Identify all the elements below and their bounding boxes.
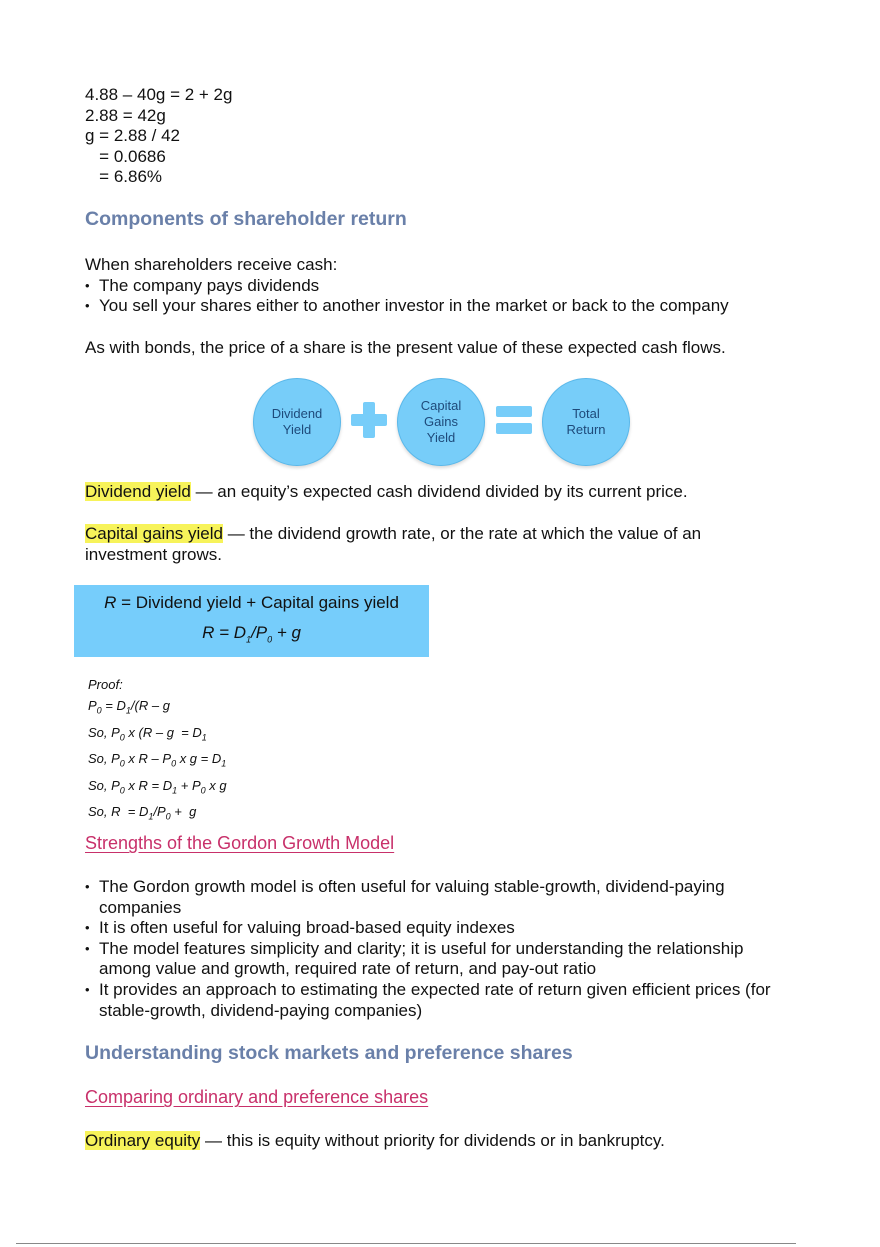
formula-box — [74, 585, 429, 657]
equation-line: 4.88 – 40g = 2 + 2g — [85, 85, 233, 104]
proof-title: Proof: — [88, 677, 123, 692]
list-item: • It provides an approach to estimating the expected rate of return given efficient prices (for stable-growth, dividend-paying companies) — [85, 980, 790, 1021]
definition-text: — the dividend growth rate, or the rate at which the value of an investment grows. — [85, 524, 702, 564]
proof-line: So, $P_0$ x R – $P_0$ x $g = D_1$ — [88, 751, 227, 769]
proof-line: So, $P_0$ x $R = D_1 + P_0$ x g — [88, 777, 227, 796]
list-item: • You sell your shares either to another investor in the market or back to the company — [85, 296, 805, 317]
definition-text: — this is equity without priority for dividends or in bankruptcy. — [200, 1131, 665, 1150]
equals-icon — [496, 406, 532, 417]
formula-line-1 — [74, 593, 429, 613]
equation-line: = 6.86% — [85, 167, 163, 187]
formula-text: = Dividend yield + Capital gains yield — [116, 593, 399, 612]
list-item: • The model features simplicity and clarity; it is useful for understanding the relationship among value and growth, required rate of return, and pay-out ratio — [85, 939, 790, 980]
formula-line-2 — [74, 623, 429, 644]
definition-dividend-yield — [85, 482, 688, 503]
definition-text: — an equity’s expected cash dividend divided by its current price. — [190, 482, 688, 501]
proof-line: $P_0 = D_1/(R - g$ — [88, 698, 170, 716]
plus-icon — [363, 402, 375, 438]
formula-var: R — [104, 593, 117, 612]
equals-icon — [496, 423, 532, 434]
proof-line: So, $P_0$ x ($R - g = D_1$ — [88, 724, 207, 743]
cash-section — [85, 255, 805, 317]
circle-label: Total Return — [566, 406, 606, 437]
cash-bullet-list — [85, 276, 805, 317]
capital-gains-yield-circle — [397, 378, 485, 466]
heading-comparing: Comparing ordinary and preference shares — [85, 1087, 429, 1107]
list-item: • It is often useful for valuing broad-based equity indexes — [85, 918, 790, 939]
heading-components: Components of shareholder return — [85, 208, 407, 230]
equation-line: = 0.0686 — [85, 146, 166, 166]
term-highlight: Ordinary equity — [85, 1131, 201, 1150]
heading-markets: Understanding stock markets and preference shares — [85, 1042, 573, 1064]
list-item: • The company pays dividends — [85, 276, 805, 297]
heading-strengths: Strengths of the Gordon Growth Model — [85, 833, 395, 853]
strengths-list — [85, 877, 790, 1021]
term-highlight: Capital gains yield — [85, 524, 223, 543]
equation-block — [85, 85, 232, 188]
proof-line: So, $R = D_1/P_0 + g$ — [88, 804, 197, 822]
footer-divider — [16, 1243, 796, 1244]
term-highlight: Dividend yield — [85, 482, 191, 501]
total-return-circle — [542, 378, 630, 466]
definition-ordinary-equity — [85, 1131, 665, 1152]
circle-label: Capital Gains Yield — [420, 398, 462, 445]
equation-line: 2.88 = 42g — [85, 105, 166, 125]
list-item: • The Gordon growth model is often useful for valuing stable-growth, dividend-paying companies — [85, 877, 790, 918]
dividend-yield-circle — [253, 378, 341, 466]
bonds-text: As with bonds, the price of a share is the present value of these expected cash flows. — [85, 338, 726, 357]
definition-capital-gains-yield — [85, 524, 765, 565]
equation-line: g = 2.88 / 42 — [85, 126, 180, 146]
proof-block — [88, 674, 227, 828]
formula-text: $R = D_1/P_0 + g$ — [202, 623, 301, 645]
circle-label: Dividend Yield — [271, 406, 323, 437]
cash-intro: When shareholders receive cash: — [85, 255, 338, 274]
